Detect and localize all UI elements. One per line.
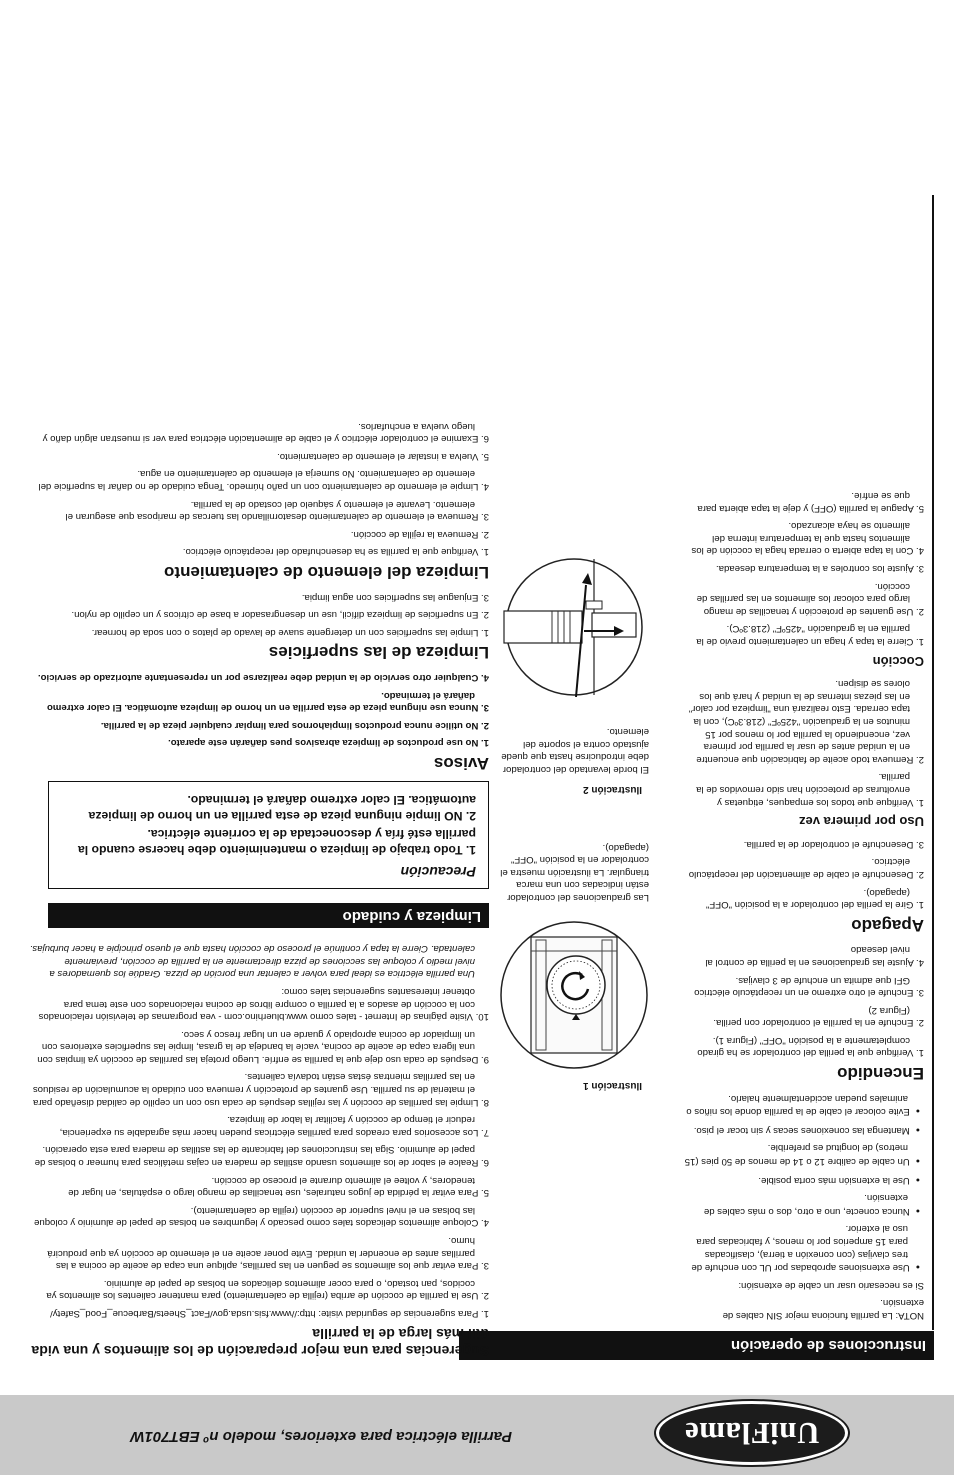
list-item: 10. Visite páginas de Internet - tales como www.bluerhino.com - vea programas de televisión relacionados con la cocción de asados a la parrilla o compre libros de cocina relacionados con este tema para obtener interesantes sugerencias tales como: xyxy=(38,985,489,1023)
operation-column xyxy=(684,484,924,1321)
heading-superficies: Limpieza de las superficies xyxy=(268,643,489,663)
list-item: 2. Desenchufe el cable de alimentación del receptáculo eléctrico. xyxy=(688,856,924,880)
heading-primera-vez: Uso por primera vez xyxy=(799,814,924,830)
list-item: 3. Desenchufe el controlador de la parrilla. xyxy=(743,838,924,850)
heading-coccion: Cocción xyxy=(872,653,924,669)
figure-1-caption: Las graduaciones del controlador están indicadas con una marca triangular. La ilustración muestra el controlador en la posición "OFF" (apagado). xyxy=(500,841,649,903)
figure-2-connector-illustration xyxy=(494,557,654,697)
list-item: 2. Use guantes de protección y tenacillas de mango largo para colocar los alimentos en las parrillas de cocción. xyxy=(696,580,924,617)
bullet-item: ● Nunca conecte, uno a otro, dos o más cables de extensión. xyxy=(684,1191,924,1217)
list-item: 1. No use productos de limpieza abrasivos pues dañarán este aparato. xyxy=(168,737,489,749)
brand-logo xyxy=(656,1401,848,1465)
list-item: 3. Remueva el elemento de calentamiento desatornillando las tuercas de mariposa que aseguran el elemento. Levante el elemento y sáquelo del costado de la parrilla. xyxy=(65,498,489,523)
list-item: 5. Apague la parrilla (OFF) y deje la tapa abierta para que se enfríe. xyxy=(697,490,924,514)
header-title: Parrilla eléctrica para exteriores, modelo nº EBT701W xyxy=(130,1428,512,1445)
list-item: 8. Limpie las parrillas de cocción y las rejillas después de cada uso con un cepillo de calidad diseñado para el material de su parrilla. Use guantes de protección y remueva con cuidado la acumulación de residuos en las parrillas mientras éstas están todavía calientes. xyxy=(32,1071,489,1108)
list-item: 2. Enchufe en la parrilla el controlador con perilla. (Figura 2) xyxy=(713,1004,924,1029)
pizza-tip: Una parrilla eléctrica es ideal para volver a calentar una porción de pizza. Gradúe los quemadores a nivel medio y coloque las secciones de pizza directamente en la parrilla de cocción, previamente calentada. Cierre la tapa y continúe el proceso de cocción hasta que el queso principie a hacer burbujas. xyxy=(29,943,475,980)
list-item: 9. Después de cada uso deje que la parrilla se enfríe. Luego proteja las parrillas de cocción ya limpias con una ligera capa de aceite de cocina, vacíe la bandeja de la grasa, limpie las superficies exteriores con un limpiador de cocina apropiado y guarde en un lugar fresco y seco. xyxy=(37,1028,489,1065)
heading-suggestions: Sugerencias para una mejor preparación de los alimentos y una vida útil más larga de la parrilla xyxy=(31,1326,489,1359)
list-item: 4. Limpie el elemento de calentamiento con un paño húmedo. Tenga cuidado de no dañar la superficie del elemento de calentamiento. No sumerja el elemento de calentamiento en agua. xyxy=(38,468,489,493)
section-bar-operation xyxy=(459,1331,934,1360)
caution-item: 1. Todo trabajo de limpieza o mantenimiento debe hacerse cuando la parrilla esté fría y desconectada de la corriente eléctrica. xyxy=(78,826,476,857)
list-item: 2. Remueva la rejilla de cocción. xyxy=(350,528,489,540)
caution-item: 2. NO limpie ninguna pieza de esta parrilla en un horno de limpieza automática. El calor extremo dañará el terminado. xyxy=(88,792,476,823)
caution-title: Precaución xyxy=(400,863,476,880)
list-item: 4. Cualquier otro servicio de la unidad debe realizarse por un representante autorizado de servicio. xyxy=(37,672,489,683)
list-item: 3. Para evitar que los alimentos se peguen en las parrillas, aplique una capa de aceite de cocina a las parrillas antes de encender la unidad. Evite poner aceite en el elemento de cocción ya que producirá humo. xyxy=(47,1235,489,1272)
figure-2-caption: El borde levantado del controlador debe introducirse hasta que quede ajustado contra el soporte del elemento. xyxy=(501,726,649,775)
list-item: 1. Cierre la tapa y haga un calentamiento previo de la parrilla en la graduación "425ºF" (218.3ºC). xyxy=(696,623,924,648)
bullet-item: ● Use la extensión más corta posible. xyxy=(684,1172,924,1186)
list-item: 4. Coloque alimentos delicados tales como pescado y legumbres en bolsas de papel de aluminio y coloque las bolsas en el nivel superior de cocción (rejilla de calentamiento). xyxy=(34,1204,489,1229)
list-item: 5. Vuelva a instalar el elemento de calentamiento. xyxy=(277,450,489,462)
section-bar-care xyxy=(48,903,489,928)
list-item: 2. En superficies de limpieza difícil, use un desengrasador a base de cítricos y un cepillo de nylon. xyxy=(71,609,489,621)
bullet-item: ● Use extensiones aprobadas por UL con enchufe de tres clavijas (con conexión a tierra), clasificadas para 15 amperios por lo menos, y fabricadas para uso al exterior. xyxy=(684,1222,924,1273)
list-item: 1. Verifique que todos los empaques, etiquetas y envolturas de protección han sido removidos de la parrilla. xyxy=(696,771,924,808)
list-item: 3. Nunca use ninguna pieza de esta parrilla en un horno de limpieza automática. El calor extremo dañará el terminado. xyxy=(47,689,489,714)
list-item: 4. Ajuste las graduaciones en la perilla de control al nivel deseado xyxy=(705,944,924,968)
list-item: 2. Use la parrilla de cocción de arriba (rejilla de calentamiento) para mantener calientes los alimentos ya cocidos, pan tostado, o para cocer alimentos delicados en bolsas de papel de aluminio. xyxy=(46,1277,489,1302)
logo-text: UniFlame xyxy=(684,1416,820,1451)
list-item: 2. Remueva todo aceite de fabricación que encuentre en la unidad antes de usar la parrilla por primera vez, encendiendo la parrilla por lo menos por 15 minutos en la graduación "425ºF" (218.3ºC), con la tapa cerrada. Esto realizará una "limpieza por calor" en las piezas internas de la unidad y hará que los olores se disipen. xyxy=(688,678,924,765)
column-rule xyxy=(932,195,934,1330)
list-item: 3. Enchufe el otro extremo en un receptáculo eléctrico GFI que admita un enchufe de 3 clavijas. xyxy=(694,974,924,999)
list-item: 2. No utilice nunca productos limpiahornos para limpiar cualquier pieza de la parrilla. xyxy=(100,719,489,731)
section-title-operation: Instrucciones de operación xyxy=(730,1337,926,1354)
suggestions-column xyxy=(29,414,489,1361)
list-item: 1. Verifique que la perilla del controlador se ha girado completamente a la posición "OFF" (Figura 1). xyxy=(697,1034,924,1059)
heading-elemento: Limpieza del elemento de calentamiento xyxy=(164,563,489,583)
list-item: 6. Examine el controlador eléctrico y el cable de alimentación eléctrica para ver si muestran algún daño y luego vuelva a enchufarlos. xyxy=(42,420,489,445)
page-header xyxy=(0,1395,954,1475)
heading-avisos: Avisos xyxy=(433,753,489,773)
list-item: 7. Los accesorios para creados para parrillas eléctricas pueden hacer más agradable su experiencia, reducir el tiempo de cocción y facilitar la labor de limpieza. xyxy=(59,1114,489,1138)
list-item: 1. Para sugerencias de seguridad visite: http://www.fsis.usda.gov/Fact_Sheets/Barbecue_Food_Safety/ xyxy=(50,1308,489,1319)
list-item: 3. Enjuague las superficies con agua limpia. xyxy=(301,591,489,603)
extension-note: NOTA: La parrilla funciona mejor SIN cables de extensión. xyxy=(722,1297,924,1321)
bullet-item: ● Un cable de calibre 12 o 14 de menos de 50 pies (15 metros) de longitud es preferible. xyxy=(684,1141,924,1167)
list-item: 1. Verifique que la parrilla se ha desenchufado del receptáculo eléctrico. xyxy=(182,546,489,558)
caution-box xyxy=(48,781,489,889)
bullet-item: ● Mantenga las conexiones secas y sin tocar el piso. xyxy=(684,1122,924,1136)
heading-apagado: Apagado xyxy=(851,915,924,935)
list-item: 5. Para evitar la pérdida de jugos naturales, use tenacillas de mango largo o espátulas, en lugar de tenedores, y voltee el alimento durante el proceso de cocción. xyxy=(68,1174,489,1199)
list-item: 4. Con la tapa abierta o cerrada haga la cocción de los alimentos hasta que la temperatura interna del alimento se haya alcanzado. xyxy=(691,520,924,557)
figure-2-title: Ilustración 2 xyxy=(583,784,642,795)
list-item: 1. Limpie las superficies con un detergente suave de lavado de platos o con soda de hornear. xyxy=(91,626,489,638)
extension-intro: Si es necesario usar un cable de extensión: xyxy=(738,1279,924,1291)
list-item: 3. Ajuste los controles a la temperatura deseada. xyxy=(716,563,924,575)
figure-1-dial-illustration xyxy=(499,915,649,1075)
heading-encendido: Encendido xyxy=(837,1064,924,1084)
list-item: 6. Realce el sabor de los alimentos usando astillas de madera en cajas metálicas para humear o bolsas de papel de aluminio. Siga las instrucciones del fabricante de las astillas de madera para esta operación. xyxy=(34,1144,489,1169)
bullet-item: ● Evite colocar el cable de la parrilla donde los niños o animales puedan accidentalmente halarlo. xyxy=(684,1091,924,1117)
figure-1-title: Ilustración 1 xyxy=(583,1080,642,1091)
extension-bullets xyxy=(684,1091,924,1273)
section-title-care: Limpieza y cuidado xyxy=(342,907,481,925)
list-item: 1. Gire la perilla del controlador a la posición "OFF" (apagado). xyxy=(706,886,924,911)
